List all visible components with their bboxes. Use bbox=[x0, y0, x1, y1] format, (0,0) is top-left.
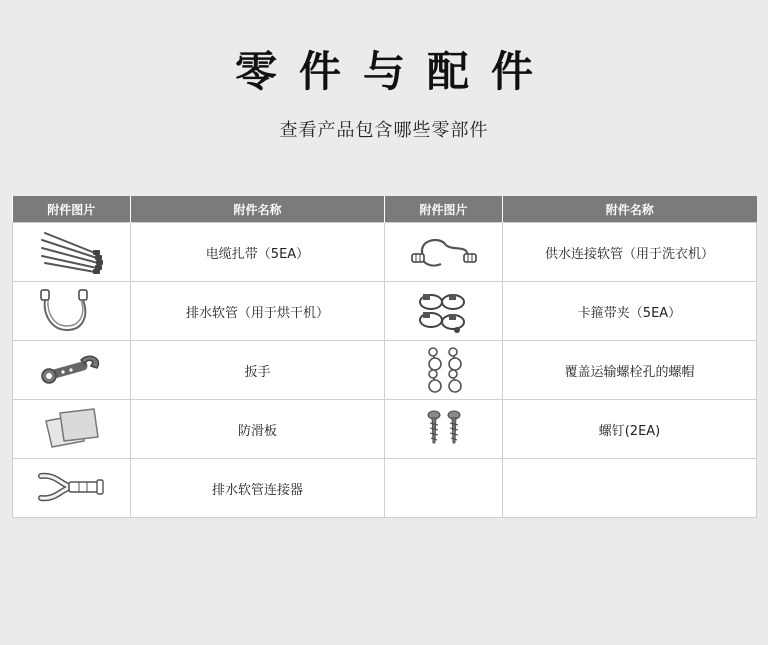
table-row bbox=[13, 282, 757, 341]
water-supply-hose-name: 供水连接软管（用于洗衣机） bbox=[503, 223, 757, 282]
page-title: 零件与配件 bbox=[234, 47, 555, 96]
screw-name: 螺钉(2EA) bbox=[503, 400, 757, 459]
screw-icon bbox=[422, 409, 466, 449]
drain-hose-connector-icon bbox=[35, 468, 109, 508]
page-subtitle: 查看产品包含哪些零部件 bbox=[279, 120, 489, 141]
cable-ties-icon bbox=[37, 227, 107, 277]
wrench-name: 扳手 bbox=[131, 341, 385, 400]
bolt-hole-cap-icon bbox=[419, 344, 469, 396]
hose-clamp-icon bbox=[409, 286, 479, 336]
drain-hose-connector-name: 排水软管连接器 bbox=[131, 459, 385, 518]
drain-hose-image-cell bbox=[13, 282, 131, 341]
cable-ties-image-cell bbox=[13, 223, 131, 282]
table-header-row bbox=[13, 196, 757, 223]
anti-slip-pad-icon bbox=[40, 407, 104, 451]
drain-hose-connector-image-cell bbox=[13, 459, 131, 518]
hose-clamp-name: 卡箍带夹（5EA） bbox=[503, 282, 757, 341]
table-row bbox=[13, 459, 757, 518]
bolt-hole-cap-image-cell bbox=[385, 341, 503, 400]
empty-image-cell bbox=[385, 459, 503, 518]
table-row bbox=[13, 341, 757, 400]
header-image-right: 附件图片 bbox=[385, 196, 503, 223]
parts-table bbox=[12, 196, 757, 518]
header-name-right: 附件名称 bbox=[503, 196, 757, 223]
bolt-hole-cap-name: 覆盖运输螺栓孔的螺帽 bbox=[503, 341, 757, 400]
wrench-icon bbox=[37, 350, 107, 390]
screw-image-cell bbox=[385, 400, 503, 459]
wrench-image-cell bbox=[13, 341, 131, 400]
anti-slip-pad-name: 防滑板 bbox=[131, 400, 385, 459]
table-row bbox=[13, 223, 757, 282]
table-row bbox=[13, 400, 757, 459]
empty-name-cell bbox=[503, 459, 757, 518]
drain-hose-name: 排水软管（用于烘干机） bbox=[131, 282, 385, 341]
cable-ties-name: 电缆扎带（5EA） bbox=[131, 223, 385, 282]
water-supply-hose-image-cell bbox=[385, 223, 503, 282]
anti-slip-pad-image-cell bbox=[13, 400, 131, 459]
header-image-left: 附件图片 bbox=[13, 196, 131, 223]
header-name-left: 附件名称 bbox=[131, 196, 385, 223]
water-supply-hose-icon bbox=[409, 230, 479, 274]
drain-hose-icon bbox=[37, 286, 107, 336]
hose-clamp-image-cell bbox=[385, 282, 503, 341]
